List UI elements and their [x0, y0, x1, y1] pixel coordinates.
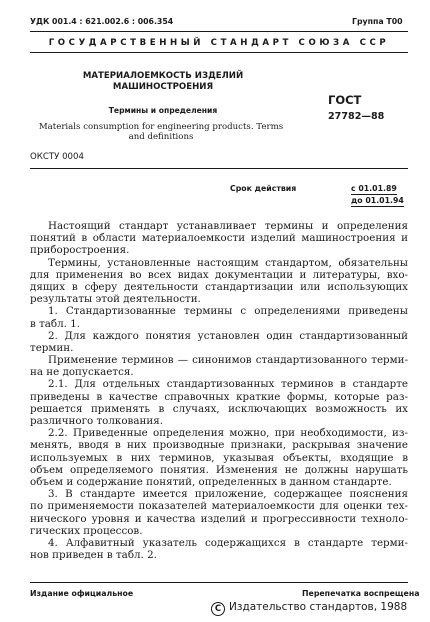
copyright-text: Издательство стандартов, 1988: [229, 601, 408, 613]
english-title: Materials consumption for engineering products. Terms and definitions: [38, 122, 284, 142]
group-code: Группа Т00: [352, 17, 403, 26]
reprint-prohibited-label: Перепечатка воспрещена: [302, 589, 420, 598]
body-line: дящих в сферу деятельности стандартизации или использующих: [30, 280, 408, 293]
body-line: для применения во всех видах документации и литературы, вхо-: [30, 268, 408, 281]
body-line: нического уровня и качества изделий и прогрессивности техноло-: [30, 512, 408, 525]
udk-code: УДК 001.4 : 621.002.6 : 006.354: [30, 17, 174, 26]
body-line: результаты этой деятельности.: [30, 293, 201, 306]
body-line: в табл. 1.: [30, 317, 81, 330]
body-line: Применение терминов — синонимов стандартизованного терми-: [48, 354, 408, 367]
okstu-rule: [30, 168, 408, 169]
validity-label: Срок действия: [230, 184, 297, 193]
header-rule: [30, 31, 408, 32]
document-title: МАТЕРИАЛОЕМКОСТЬ ИЗДЕЛИЙ МАШИНОСТРОЕНИЯ: [82, 71, 244, 92]
copyright-line: [211, 601, 407, 616]
body-line: 4. Алфавитный указатель содержащихся в стандарте терми-: [48, 536, 408, 549]
body-line: используемых в них терминов, указывая объекты, входящие в: [30, 451, 408, 464]
body-line: 2. Для каждого понятия установлен один стандартизованный: [48, 329, 408, 342]
validity-to: до 01.01.94: [351, 196, 404, 205]
body-line: различного толкования.: [30, 415, 163, 427]
body-line: приборостроения.: [30, 244, 130, 257]
body-line: объем определяемого понятия. Изменения не должны нарушать: [30, 463, 408, 476]
body-line: Термины, установленные настоящим стандартом, обязательны: [48, 256, 408, 269]
body-line: решается применять в случаях, исключающих возможность их: [30, 402, 408, 415]
body-line: объем и содержание понятий, определенных в данном стандарте.: [30, 475, 392, 488]
body-line: менять, вводя в них производные признаки, раскрывая значение: [30, 439, 408, 452]
body-line: на не допускается.: [30, 366, 134, 379]
gost-number: 27782—88: [328, 111, 385, 122]
body-line: 1. Стандартизованные термины с определениями приведены: [48, 305, 408, 318]
banner-rule: [30, 52, 408, 53]
body-line: гических процессов.: [30, 524, 143, 537]
body-line: 2.1. Для отдельных стандартизованных терминов в стандарте: [48, 378, 408, 391]
official-edition-label: Издание официальное: [30, 589, 134, 598]
copyright-icon: C: [211, 602, 225, 616]
body-line: приведены в качестве справочных краткие формы, которые раз-: [30, 390, 408, 403]
body-text: [30, 220, 408, 561]
state-standard-banner: ГОСУДАРСТВЕННЫЙ СТАНДАРТ СОЮЗА ССР: [48, 38, 390, 48]
gost-label: ГОСТ: [328, 93, 362, 107]
validity-from: с 01.01.89: [351, 184, 397, 193]
body-line: Настоящий стандарт устанавливает термины и определения: [48, 220, 408, 232]
okstu-code: ОКСТУ 0004: [30, 152, 84, 162]
footer-rule: [30, 582, 408, 583]
document-subtitle: Термины и определения: [108, 106, 218, 115]
body-line: по применяемости показателей материалоемкости для оценки тех-: [30, 500, 408, 513]
body-line: термин.: [30, 341, 74, 354]
body-line: понятий в области материалоемкости изделий машиностроения и: [30, 232, 408, 245]
body-line: 2.2. Приведенные определения можно, при необходимости, из-: [48, 427, 408, 440]
body-line: 3. В стандарте имеется приложение, содержащее пояснения: [48, 488, 408, 501]
body-line: нов приведен в табл. 2.: [30, 549, 157, 562]
